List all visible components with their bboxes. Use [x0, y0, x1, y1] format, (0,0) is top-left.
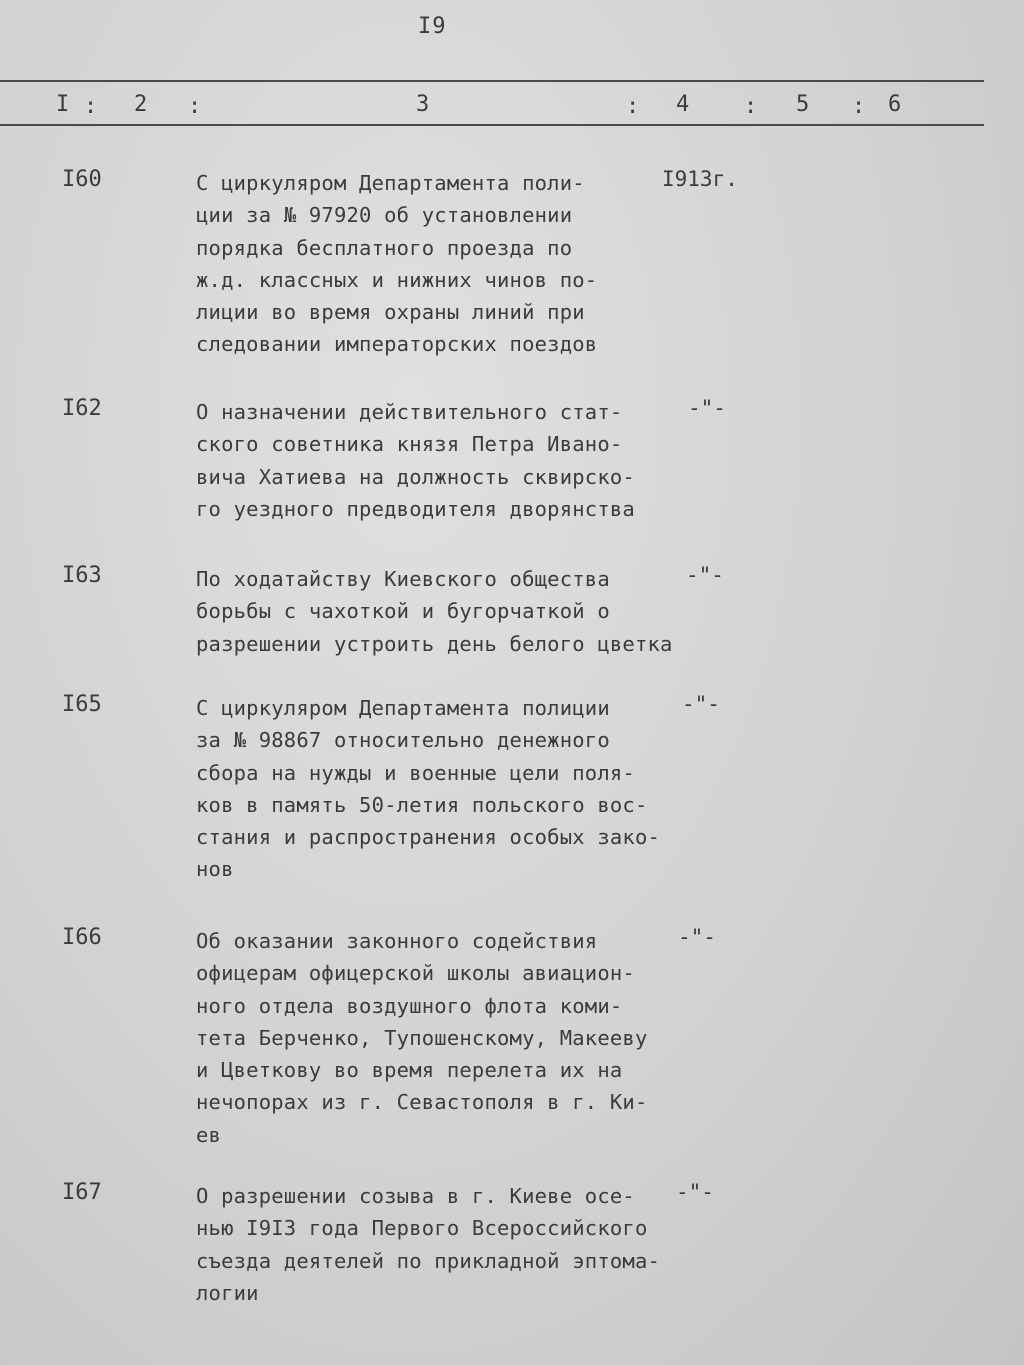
column-header-4: 4 [676, 92, 690, 117]
entry-line: лиции во время охраны линий при [196, 300, 585, 325]
entry-line: разрешении устроить день белого цветка [196, 631, 673, 656]
entry-line: ж.д. классных и нижних чинов по- [196, 267, 598, 292]
entry-date: I913г. [662, 167, 738, 191]
entry-line: ев [196, 1122, 222, 1147]
entry-date: -"- [682, 692, 720, 716]
entry-line: го уездного предводителя дворянства [196, 496, 635, 521]
column-header-6: 6 [888, 92, 902, 117]
entry-number: I67 [62, 1180, 102, 1205]
entry-description [196, 1180, 716, 1309]
header-rule-top [0, 80, 984, 82]
header-rule-bottom [0, 124, 984, 126]
entry-description [196, 167, 716, 361]
column-separator: : [84, 94, 98, 119]
entry-line: порядка бесплатного проезда по [196, 235, 573, 260]
page-number: I9 [418, 14, 447, 39]
column-separator: : [626, 94, 640, 119]
entry-line: нов [196, 857, 234, 882]
entry-line: нью I9I3 года Первого Всероссийского [196, 1216, 648, 1241]
entry-description [196, 563, 716, 660]
entry-line: логии [196, 1280, 259, 1305]
entry-line: ного отдела воздушного флота коми- [196, 993, 623, 1018]
entry-line: О разрешении созыва в г. Киеве осе- [196, 1184, 635, 1208]
column-header-1: I [56, 92, 70, 117]
column-separator: : [188, 94, 202, 119]
entry-date: -"- [676, 1180, 714, 1204]
entry-description [196, 925, 716, 1151]
entry-line: съезда деятелей по прикладной эптома- [196, 1248, 661, 1273]
entry-number: I66 [62, 925, 102, 950]
entry-line: Об оказании законного содействия [196, 929, 598, 953]
column-header-3: 3 [416, 92, 430, 117]
column-header-2: 2 [134, 92, 148, 117]
entry-line: С циркуляром Департамента полиции [196, 696, 610, 720]
entry-line: офицерам офицерской школы авиацион- [196, 961, 635, 986]
entry-line: следовании императорских поездов [196, 332, 598, 357]
entry-line: борьбы с чахоткой и бугорчаткой о [196, 599, 610, 624]
entry-line: вича Хатиева на должность сквирско- [196, 464, 635, 489]
entry-line: По ходатайству Киевского общества [196, 567, 610, 591]
entry-line: О назначении действительного стат- [196, 400, 623, 424]
entry-line: за № 98867 относительно денежного [196, 728, 610, 753]
column-separator: : [744, 94, 758, 119]
entry-number: I60 [62, 167, 102, 192]
entry-description [196, 396, 716, 525]
entry-description [196, 692, 716, 886]
entry-line: ции за № 97920 об установлении [196, 203, 573, 228]
entry-date: -"- [678, 925, 716, 949]
entry-line: и Цветкову во время перелета их на [196, 1058, 623, 1083]
entry-number: I65 [62, 692, 102, 717]
entry-line: нечопорах из г. Севастополя в г. Ки- [196, 1090, 648, 1115]
entry-number: I62 [62, 396, 102, 421]
entry-line: тета Берченко, Тупошенскому, Макееву [196, 1025, 648, 1050]
entry-line: ков в память 50-летия польского вос- [196, 792, 648, 817]
entry-date: -"- [686, 563, 724, 587]
entry-line: стания и распространения особых зако- [196, 825, 661, 850]
column-separator: : [852, 94, 866, 119]
entry-line: сбора на нужды и военные цели поля- [196, 760, 635, 785]
column-header-5: 5 [796, 92, 810, 117]
entry-date: -"- [688, 396, 726, 420]
entry-line: С циркуляром Департамента поли- [196, 171, 585, 195]
entry-number: I63 [62, 563, 102, 588]
entry-line: ского советника князя Петра Ивано- [196, 432, 623, 457]
